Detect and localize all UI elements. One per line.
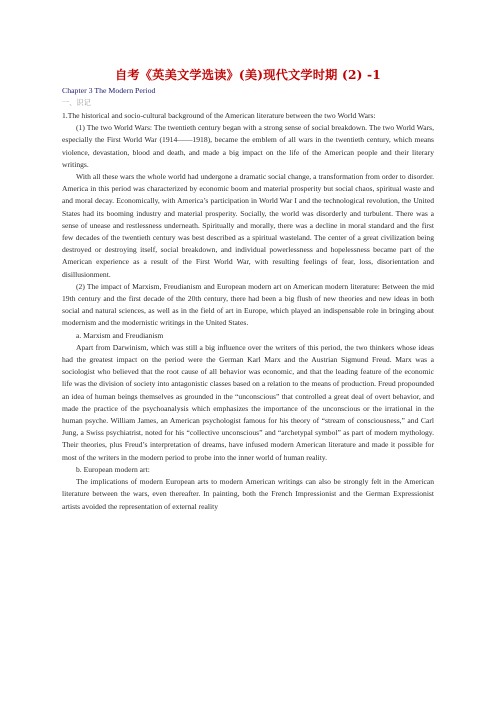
chapter-heading: Chapter 3 The Modern Period xyxy=(62,86,156,95)
document-body xyxy=(62,110,434,513)
paragraph: Apart from Darwinism, which was still a big influence over the writers of this period, the two thinkers whose ideas had the greatest impact on the period were the German Karl Marx and the Austrian Sigmund Freud. Marx was a sociologist who believed that the root cause of all behavior was economic, and that the leading feature of the economic life was the division of society into antagonistic classes based on a relation to the means of production. Freud propounded an idea of human beings themselves as grounded in the “unconscious” that controlled a great deal of overt behavior, and made the practice of the psychoanalysis which emphasizes the importance of the unconscious or the irrational in the human psyche. William James, an American psychologist famous for his theory of “stream of consciousness,” and Carl Jung, a Swiss psychiatrist, noted for his “collective unconscious” and “archetypal symbol” as part of modern mythology. Their theories, plus Freud’s interpretation of dreams, have infused modern American literature and made it possible for most of the writers in the modern period to probe into the inner world of human reality. xyxy=(62,342,434,462)
paragraph: (1) The two World Wars: The twentieth century began with a strong sense of social breakdown. The two World Wars, especially the First World War (1914——1918), became the emblem of all wars in the twentieth century, which means violence, devastation, blood and death, and made a big impact on the life of the American people and their literary writings. xyxy=(62,123,434,169)
paragraph: With all these wars the whole world had undergone a dramatic social change, a transformation from order to disorder. America in this period was characterized by economic boom and material prosperity but social chaos, spiritual waste and and moral decay. Economically, with America’s participation in World War I and the technological revolution, the United States had its booming industry and material prosperity. Socially, the world was disorderly and turbulent. There was a sense of unease and restlessness underneath. Spiritually and morally, there was a decline in moral standard and the first few decades of the twentieth century was best described as a spiritual wasteland. The center of a great civilization being destroyed or destroying itself, social breakdown, and individual powerlessness and hopelessness became part of the American experience as a result of the First World War, with resulting feelings of fear, loss, disorientation and disillusionment. xyxy=(62,172,434,279)
section-heading: 一、识记 xyxy=(62,98,91,107)
paragraph: a. Marxism and Freudianism xyxy=(76,330,164,340)
paragraph: 1.The historical and socio-cultural background of the American literature between the two World Wars: xyxy=(62,111,376,120)
paragraph: (2) The impact of Marxism, Freudianism and European modern art on American modern literature: Between the mid 19th century and the first decade of the 20th century, there had been a big flush of new theories and new ideas in both social and natural sciences, as well as in the field of art in Europe, which played an indispensable role in bringing about modernism and the modernistic writings in the United States. xyxy=(62,281,434,328)
paragraph: The implications of modern European arts to modern American writings can also be strongly felt in the American literature between the wars, even thereafter. In painting, both the French Impressionist and the German Expressionist artists avoided the representation of external reality xyxy=(62,477,434,511)
document-title: 自考《英美文学选读》(美)现代文学时期 (2) -1 xyxy=(115,68,381,82)
paragraph: b. European modern art: xyxy=(76,464,150,474)
